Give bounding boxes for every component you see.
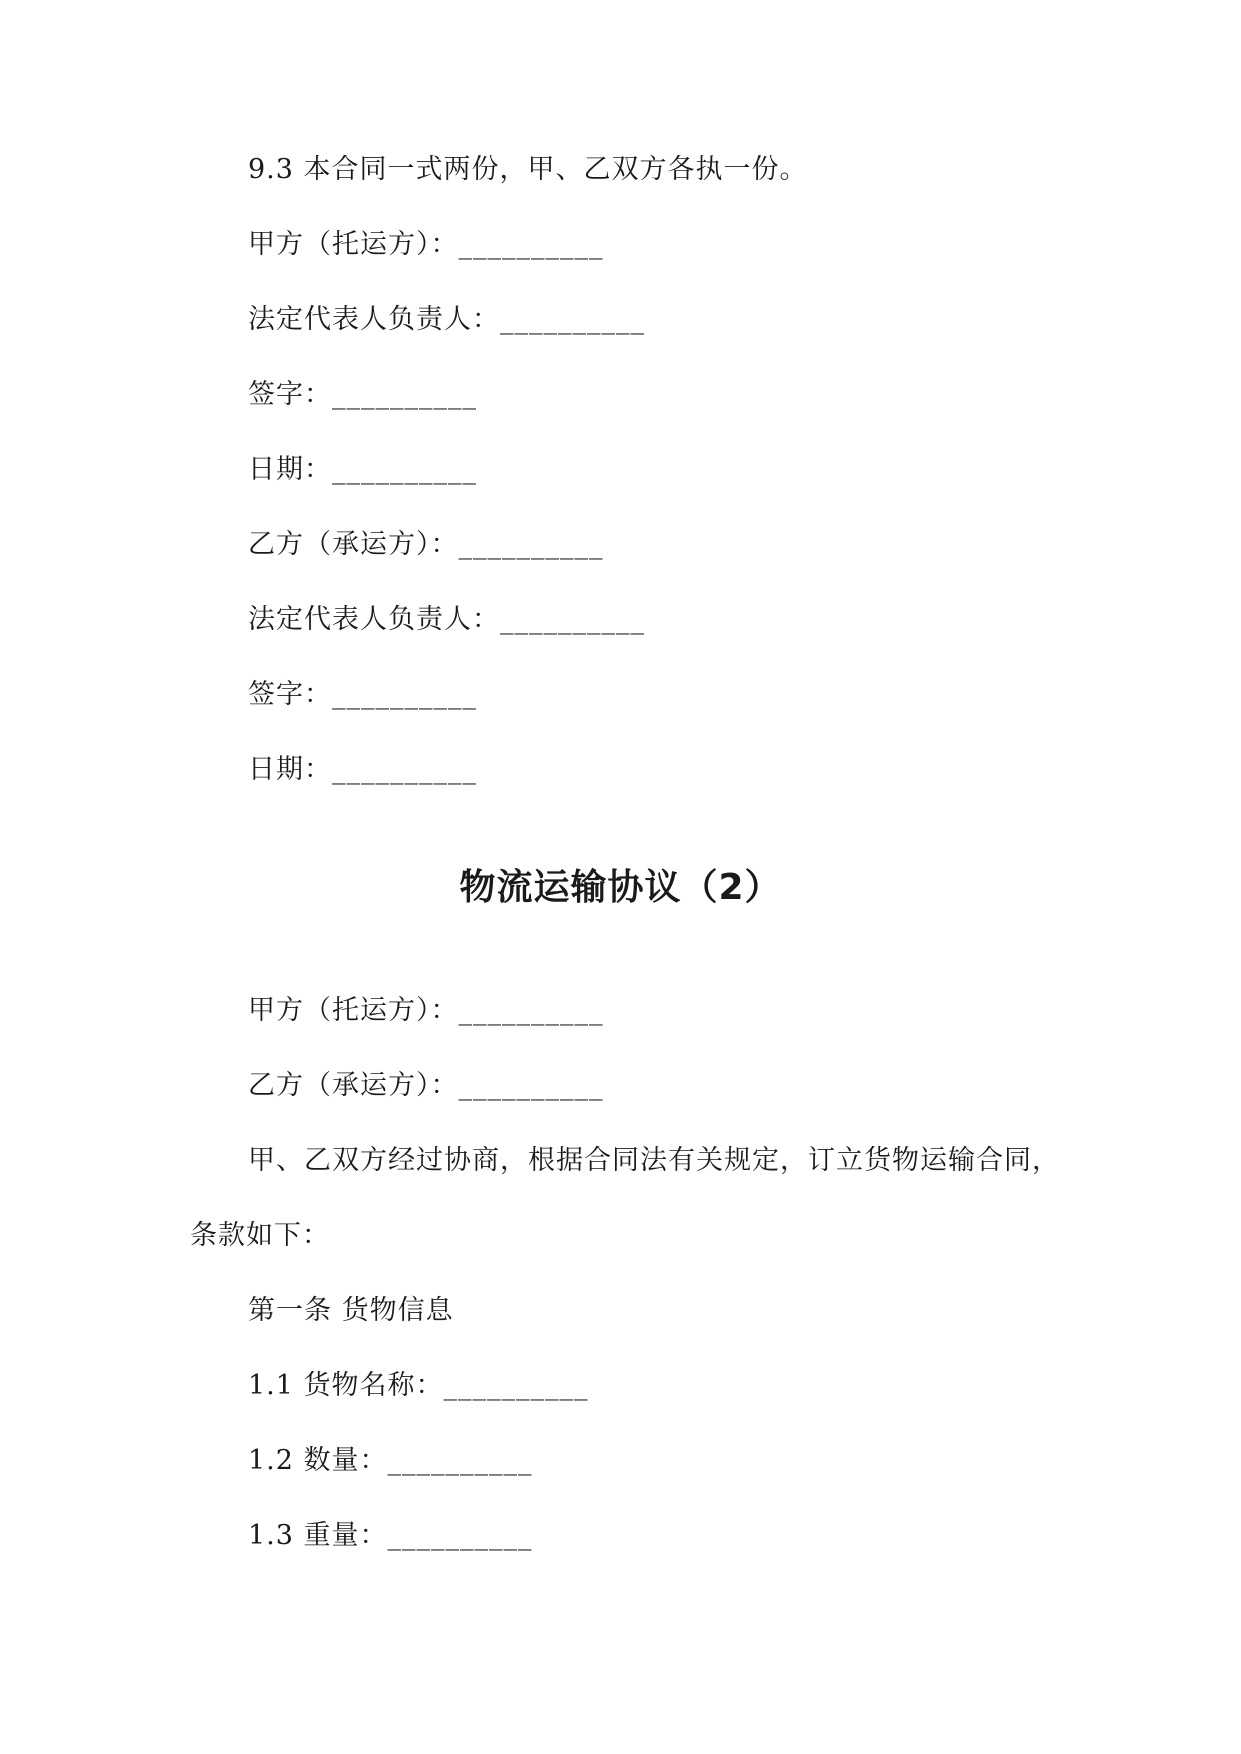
party-b-field: 乙方（承运方）：__________ [248,529,604,560]
intro-paragraph-line2: 条款如下： [190,1220,330,1251]
agreement2-party-a-field: 甲方（托运方）：__________ [248,995,604,1026]
party-a-representative-field: 法定代表人负责人：__________ [248,304,645,335]
party-b-date-field: 日期：__________ [248,754,477,785]
agreement-title: 物流运输协议（2） [459,867,782,908]
intro-paragraph-line1: 甲、乙双方经过协商，根据合同法有关规定，订立货物运输合同， [248,1145,1060,1176]
party-b-signature-field: 签字：__________ [248,679,477,710]
article1-heading: 第一条 货物信息 [248,1295,454,1326]
item-1-2-quantity: 1.2 数量：__________ [248,1445,533,1476]
party-b-representative-field: 法定代表人负责人：__________ [248,604,645,635]
party-a-date-field: 日期：__________ [248,454,477,485]
agreement2-party-b-field: 乙方（承运方）：__________ [248,1070,604,1101]
party-a-field: 甲方（托运方）：__________ [248,229,604,260]
party-a-signature-field: 签字：__________ [248,379,477,410]
item-1-3-weight: 1.3 重量：__________ [248,1520,533,1551]
item-1-1-goods-name: 1.1 货物名称：__________ [248,1370,589,1401]
clause-9-3: 9.3 本合同一式两份，甲、乙双方各执一份。 [248,154,808,185]
